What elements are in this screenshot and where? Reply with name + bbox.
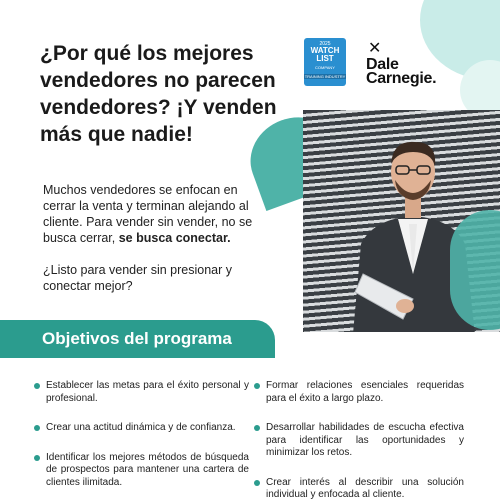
objective-item: Desarrollar habilidades de escucha efectiva para identificar las oportunidades y minimizar los retos. [254, 422, 464, 460]
objectives-right-list [254, 380, 464, 500]
decorative-shape [450, 210, 500, 330]
question-paragraph: ¿Listo para vender sin presionar y conectar mejor? [43, 263, 232, 293]
badge-line3: COMPANY [315, 65, 335, 70]
section-title: Objetivos del programa [42, 329, 232, 348]
intro-bold: se busca conectar. [118, 231, 231, 245]
badge-line2: LIST [316, 54, 334, 63]
logo-line1: Dale [366, 56, 399, 73]
watch-list-badge [304, 38, 346, 86]
badge-bottom: TRAINING INDUSTRY [304, 74, 346, 79]
dale-carnegie-logo [366, 38, 436, 86]
logo-line2: Carnegie. [366, 70, 437, 87]
bowtie-icon: ✕ [368, 40, 382, 57]
intro-text: Muchos vendedores se enfocan en cerrar la venta y terminan alejando al cliente. Para vender sin vender, no se busca cerrar, [43, 183, 253, 245]
objective-item: Establecer las metas para el éxito personal y profesional. [34, 380, 249, 405]
headline: ¿Por qué los mejores vendedores no parecen vendedores? ¡Y venden más que nadie! [40, 42, 277, 146]
badge-line1: WATCH [310, 46, 340, 55]
intro-paragraph [43, 182, 258, 246]
objective-item: Crear interés al describir una solución individual y enfocada al cliente. [254, 477, 464, 500]
objective-item: Identificar los mejores métodos de búsqueda de prospectos para mantener una cartera de clientes ilimitada. [34, 452, 249, 490]
objectives-left-list [34, 380, 249, 500]
badge-year: 2025 [319, 41, 331, 47]
objective-item: Formar relaciones esenciales requeridas para el éxito a largo plazo. [254, 380, 464, 405]
objective-item: Crear una actitud dinámica y de confianza. [34, 422, 249, 435]
